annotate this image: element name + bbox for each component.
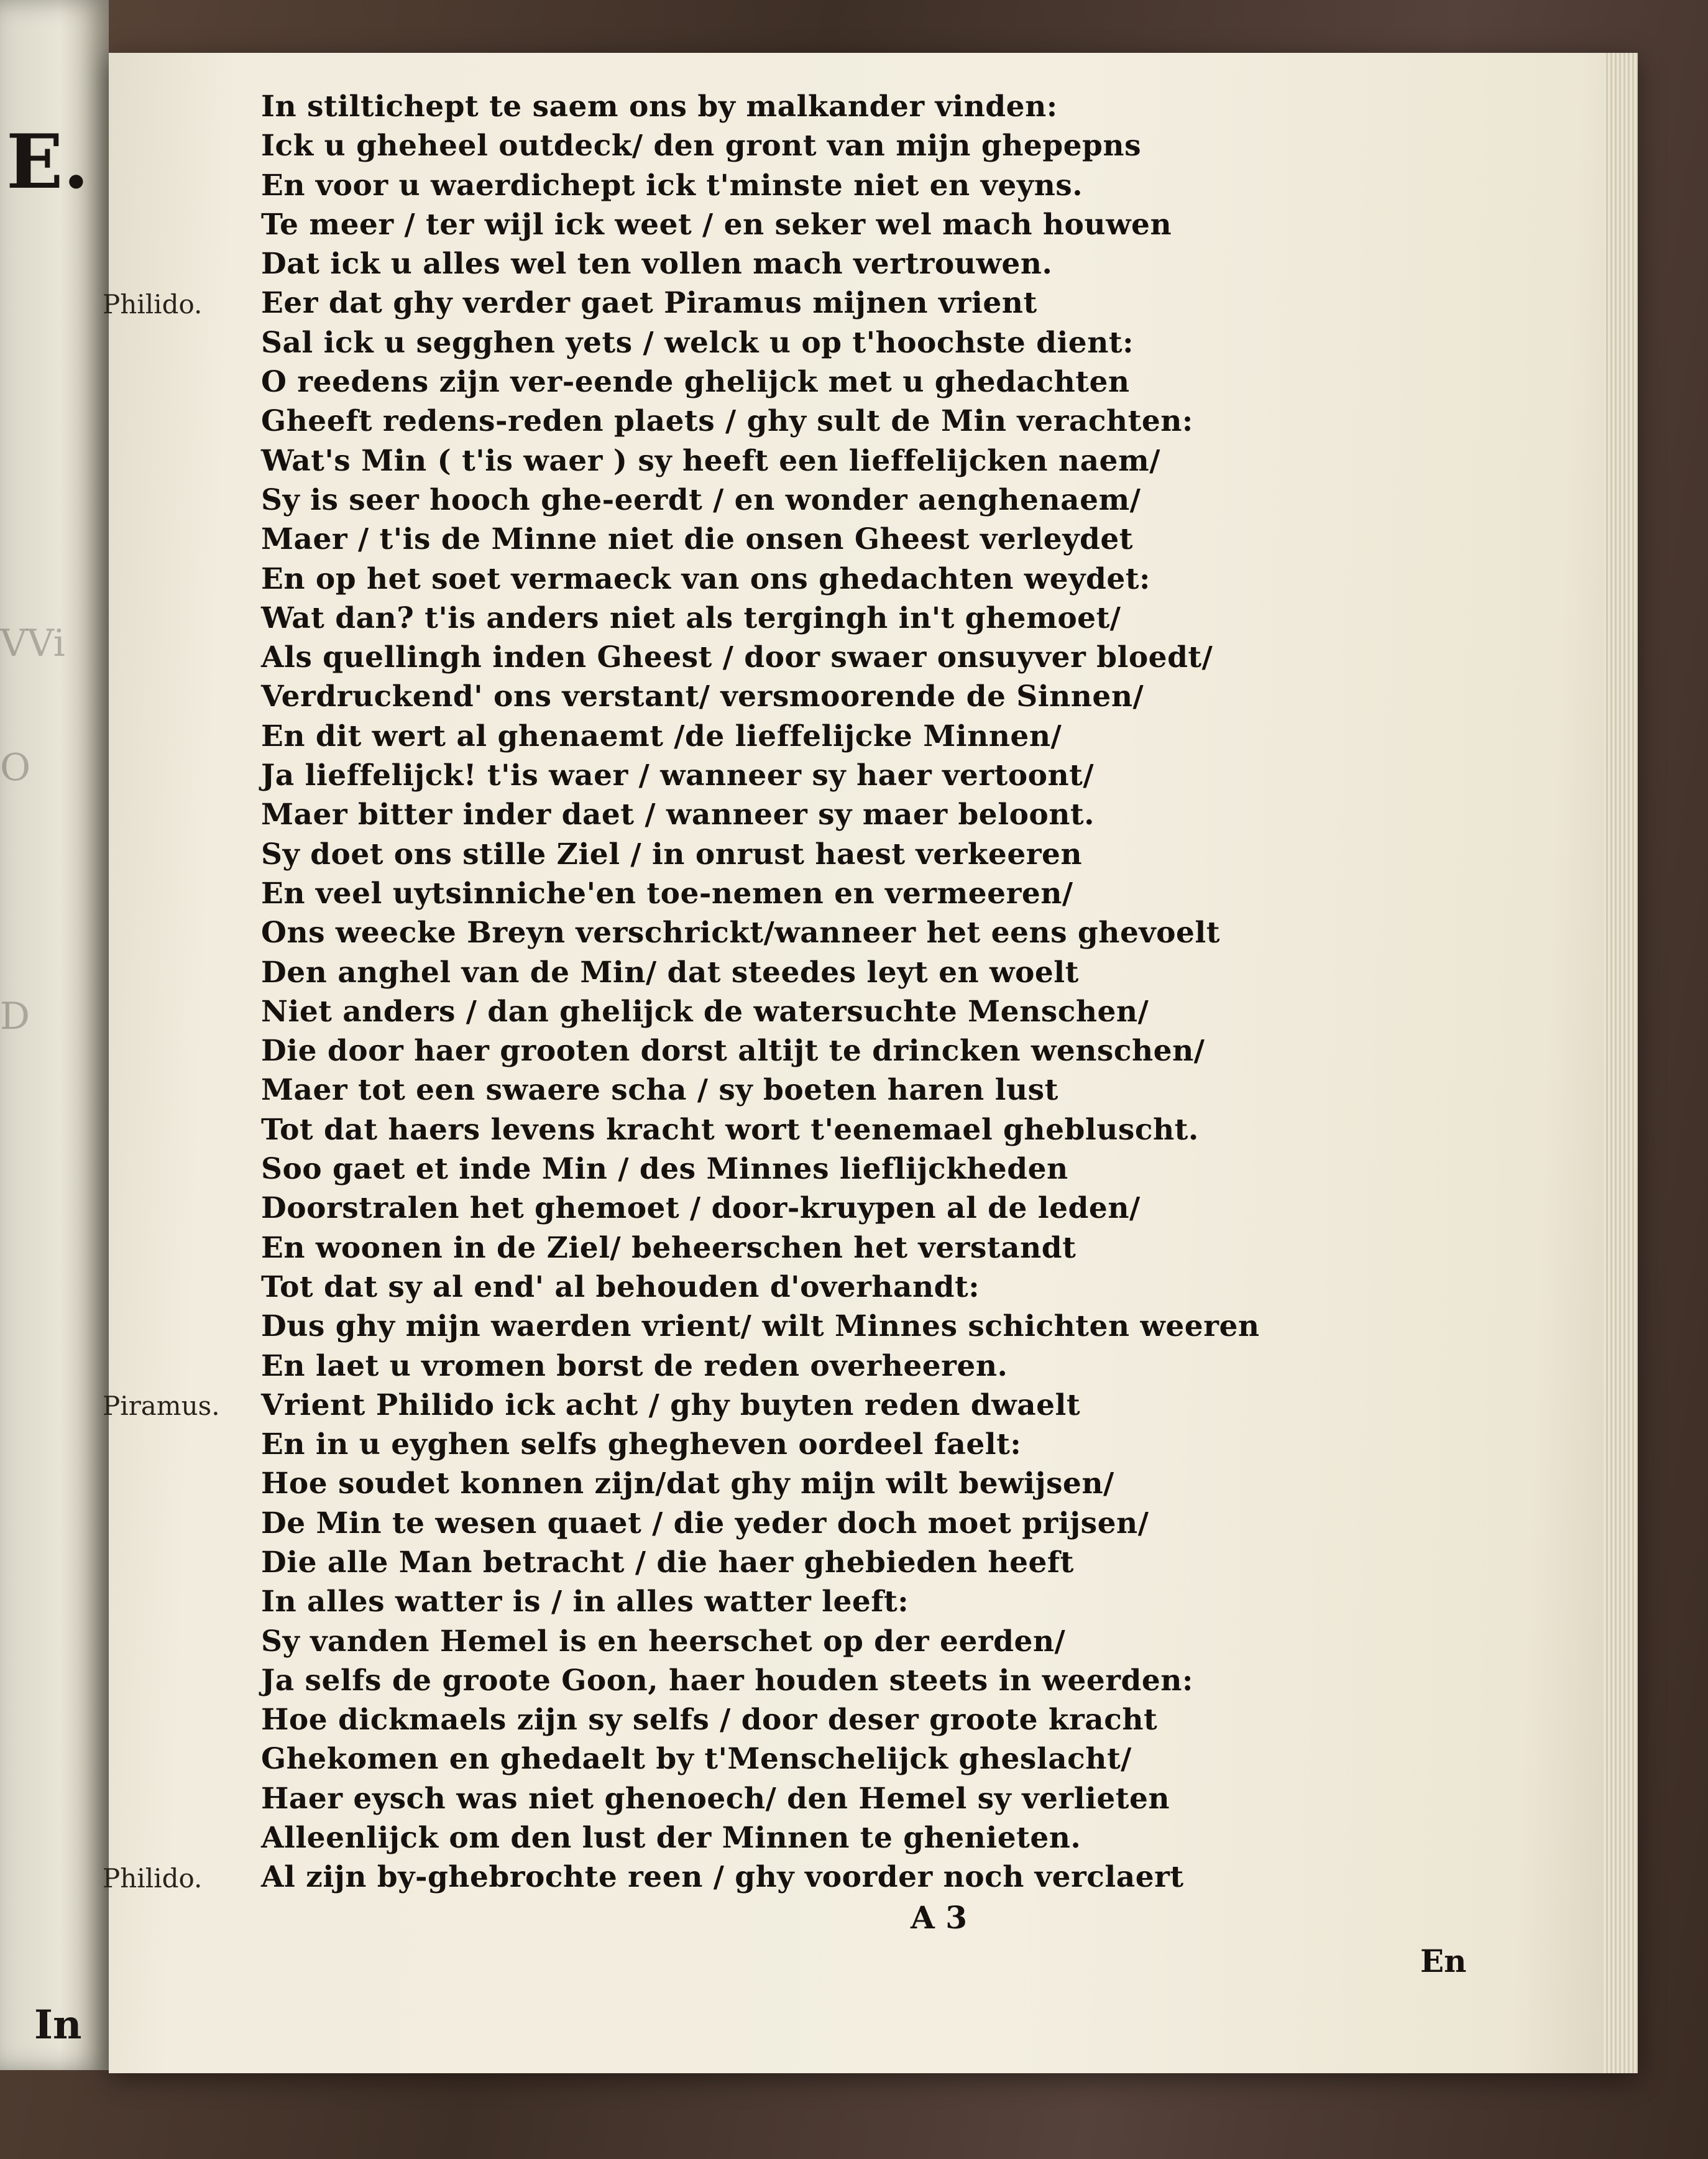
verse-line: Vrient Philido ick acht / ghy buyten reden dwaelt [261,1388,1081,1422]
verse-line: En dit wert al ghenaemt /de lieffelijcke Minnen/ [261,719,1062,753]
left-page-bleed-1: VVi [0,622,65,665]
verse-line: Hoe dickmaels zijn sy selfs / door deser groote kracht [261,1703,1158,1738]
verse-line: Verdruckend' ons verstant/ versmoorende de Sinnen/ [261,679,1144,714]
verse-line: Al zijn by-ghebrochte reen / ghy voorder noch verclaert [261,1860,1184,1895]
speaker-label: Piramus. [103,1390,220,1421]
verse-line: Maer bitter inder daet / wanneer sy maer beloont. [261,798,1095,832]
verse-line: Die alle Man betracht / die haer ghebieden heeft [261,1545,1074,1580]
speaker-label: Philido. [103,1862,203,1894]
verse-line: Wat dan? t'is anders niet als tergingh in't ghemoet/ [261,601,1121,635]
left-page-bleed-3: D [0,995,30,1038]
signature-mark: A 3 [911,1899,967,1936]
verse-line: Gheeft redens-reden plaets / ghy sult de Min verachten: [261,404,1193,439]
verse-line: Soo gaet et inde Min / des Minnes lieflijckheden [261,1152,1068,1187]
verse-line: Eer dat ghy verder gaet Piramus mijnen vrient [261,286,1037,321]
verse-line: Sy doet ons stille Ziel / in onrust haest verkeeren [261,837,1083,872]
verse-line: Ick u gheheel outdeck/ den gront van mijn ghepepns [261,129,1142,163]
verse-line: Sal ick u segghen yets / welck u op t'hoochste dient: [261,325,1134,360]
catchword: En [1420,1943,1467,1979]
verse-line: Den anghel van de Min/ dat steedes leyt en woelt [261,955,1079,990]
verse-line: Wat's Min ( t'is waer ) sy heeft een lieffelijcken naem/ [261,443,1160,478]
left-page-catchword: In [34,2002,82,2048]
verse-line: De Min te wesen quaet / die yeder doch moet prijsen/ [261,1506,1149,1540]
verse-line: En woonen in de Ziel/ beheerschen het verstandt [261,1230,1077,1265]
verse-line: Dat ick u alles wel ten vollen mach vertrouwen. [261,247,1053,282]
verse-line: Sy vanden Hemel is en heerschet op der eerden/ [261,1624,1066,1659]
verse-line: In stiltichept te saem ons by malkander vinden: [261,90,1058,124]
verse-line: Maer tot een swaere scha / sy boeten haren lust [261,1073,1058,1108]
verse-line: Ja lieffelijck! t'is waer / wanneer sy haer vertoont/ [261,758,1095,793]
verse-line: Haer eysch was niet ghenoech/ den Hemel sy verlieten [261,1781,1170,1816]
verse-line: Tot dat sy al end' al behouden d'overhandt: [261,1269,980,1304]
verse-line: En veel uytsinniche'en toe-nemen en vermeeren/ [261,876,1073,911]
verse-line: Tot dat haers levens kracht wort t'eenemael ghebluscht. [261,1112,1199,1147]
verse-line: Maer / t'is de Minne niet die onsen Gheest verleydet [261,522,1133,557]
verse-line: Die door haer grooten dorst altijt te drincken wenschen/ [261,1034,1205,1069]
verse-block [261,87,1473,1897]
verse-line: Alleenlijck om den lust der Minnen te ghenieten. [261,1821,1081,1856]
page-edge [1604,53,1638,2073]
speaker-label: Philido. [103,288,203,320]
verse-line: In alles watter is / in alles watter leeft: [261,1585,909,1619]
verse-line: Hoe soudet konnen zijn/dat ghy mijn wilt bewijsen/ [261,1466,1114,1501]
verse-line: O reedens zijn ver-eende ghelijck met u ghedachten [261,365,1130,400]
verse-line: Niet anders / dan ghelijck de watersuchte Menschen/ [261,994,1149,1029]
verse-line: Ons weecke Breyn verschrickt/wanneer het eens ghevoelt [261,916,1220,951]
verse-line: Doorstralen het ghemoet / door-kruypen al de leden/ [261,1191,1141,1226]
left-facing-page [0,0,109,2070]
verse-line: En op het soet vermaeck van ons ghedachten weydet: [261,561,1150,596]
verse-line: Dus ghy mijn waerden vrient/ wilt Minnes schichten weeren [261,1309,1260,1344]
verse-line: En laet u vromen borst de reden overheeren. [261,1348,1008,1383]
verse-line: Ja selfs de groote Goon, haer houden steets in weerden: [261,1663,1193,1698]
left-page-initial: E. [6,118,90,206]
verse-line: En voor u waerdichept ick t'minste niet en veyns. [261,168,1083,203]
verse-line: Als quellingh inden Gheest / door swaer onsuyver bloedt/ [261,640,1213,675]
left-page-bleed-2: O [0,746,31,789]
verse-line: Te meer / ter wijl ick weet / en seker wel mach houwen [261,207,1172,242]
verse-line: Ghekomen en ghedaelt by t'Menschelijck gheslacht/ [261,1742,1132,1777]
verse-line: Sy is seer hooch ghe-eerdt / en wonder aenghenaem/ [261,482,1141,517]
verse-line: En in u eyghen selfs ghegheven oordeel faelt: [261,1427,1022,1462]
